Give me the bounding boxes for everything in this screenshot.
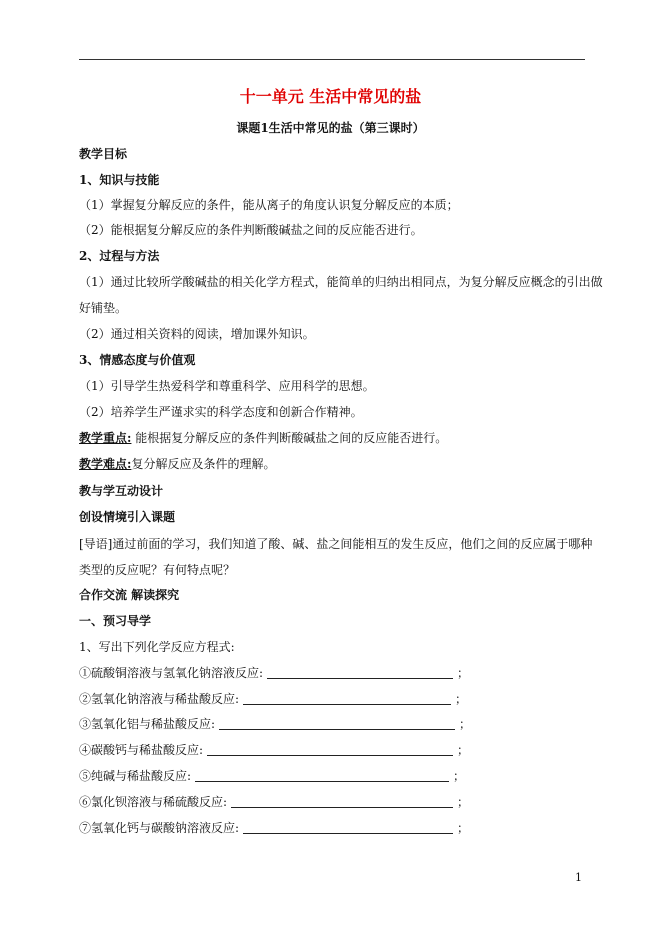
reaction-row (79, 717, 471, 731)
reaction-label: ①硫酸铜溶液与氢氧化钠溶液反应: (79, 666, 264, 680)
semicolon: ； (457, 821, 470, 835)
reaction-row (79, 769, 465, 783)
semicolon: ； (455, 692, 468, 706)
section-1-item: （2）能根据复分解反应的条件判断酸碱盐之间的反应能否进行。 (79, 223, 423, 237)
guide-text-continued: 类型的反应呢？有何特点呢？ (79, 563, 236, 577)
header-rule (79, 59, 585, 60)
section-2-item: （2）通过相关资料的阅读，增加课外知识。 (79, 327, 315, 341)
answer-blank[interactable] (231, 797, 453, 808)
difficult-point-label: 教学难点: (79, 457, 132, 471)
key-point-text: 能根据复分解反应的条件判断酸碱盐之间的反应能否进行。 (135, 431, 448, 445)
answer-blank[interactable] (195, 771, 449, 782)
coop-heading: 合作交流 解读探究 (79, 588, 180, 602)
key-point (79, 431, 447, 445)
unit-title: 十一单元 生活中常见的盐 (239, 87, 422, 106)
reaction-row (79, 692, 467, 706)
intro-heading: 创设情境引入课题 (79, 510, 176, 524)
difficult-point-text: 复分解反应及条件的理解。 (131, 457, 276, 471)
section-3-item: （2）培养学生严谨求实的科学态度和创新合作精神。 (79, 405, 363, 419)
semicolon: ； (457, 666, 470, 680)
lesson-subtitle: 课题1生活中常见的盐（第三课时） (236, 121, 425, 135)
preview-heading: 一、预习导学 (79, 614, 152, 628)
section-3-item: （1）引导学生热爱科学和尊重科学、应用科学的思想。 (79, 379, 375, 393)
reaction-row (79, 743, 469, 757)
section-2-heading: 2、过程与方法 (79, 249, 160, 263)
goals-heading: 教学目标 (79, 147, 128, 161)
reaction-row (79, 795, 469, 809)
reaction-label: ③氢氧化铝与稀盐酸反应: (79, 717, 216, 731)
reaction-label: ②氢氧化钠溶液与稀盐酸反应: (79, 692, 240, 706)
semicolon: ； (459, 717, 472, 731)
reaction-label: ⑦氢氧化钙与碳酸钠溶液反应: (79, 821, 240, 835)
reaction-label: ④碳酸钙与稀盐酸反应: (79, 743, 204, 757)
difficult-point (79, 457, 275, 471)
exercise-intro: 1、写出下列化学反应方程式: (79, 640, 235, 654)
reaction-label: ⑥氯化钡溶液与稀硫酸反应: (79, 795, 228, 809)
section-2-item-continued: 好铺垫。 (79, 301, 128, 315)
reaction-row (79, 821, 469, 835)
semicolon: ； (457, 795, 470, 809)
section-1-heading: 1、知识与技能 (79, 173, 160, 187)
section-2-item: （1）通过比较所学酸碱盐的相关化学方程式，能简单的归纳出相同点，为复分解反应概念的引出做 (79, 275, 603, 289)
key-point-label: 教学重点: (79, 431, 132, 445)
answer-blank[interactable] (207, 745, 453, 756)
answer-blank[interactable] (267, 668, 453, 679)
reaction-row (79, 666, 469, 680)
reaction-label: ⑤纯碱与稀盐酸反应: (79, 769, 192, 783)
semicolon: ； (457, 743, 470, 757)
answer-blank[interactable] (219, 719, 455, 730)
answer-blank[interactable] (243, 694, 451, 705)
design-heading: 教与学互动设计 (79, 484, 164, 498)
answer-blank[interactable] (243, 823, 453, 834)
page-number: 1 (575, 871, 582, 884)
section-1-item: （1）掌握复分解反应的条件，能从离子的角度认识复分解反应的本质； (79, 198, 459, 212)
section-3-heading: 3、情感态度与价值观 (79, 353, 196, 367)
guide-text: [导语]通过前面的学习，我们知道了酸、碱、盐之间能相互的发生反应，他们之间的反应属于哪种 (79, 537, 593, 551)
semicolon: ； (453, 769, 466, 783)
